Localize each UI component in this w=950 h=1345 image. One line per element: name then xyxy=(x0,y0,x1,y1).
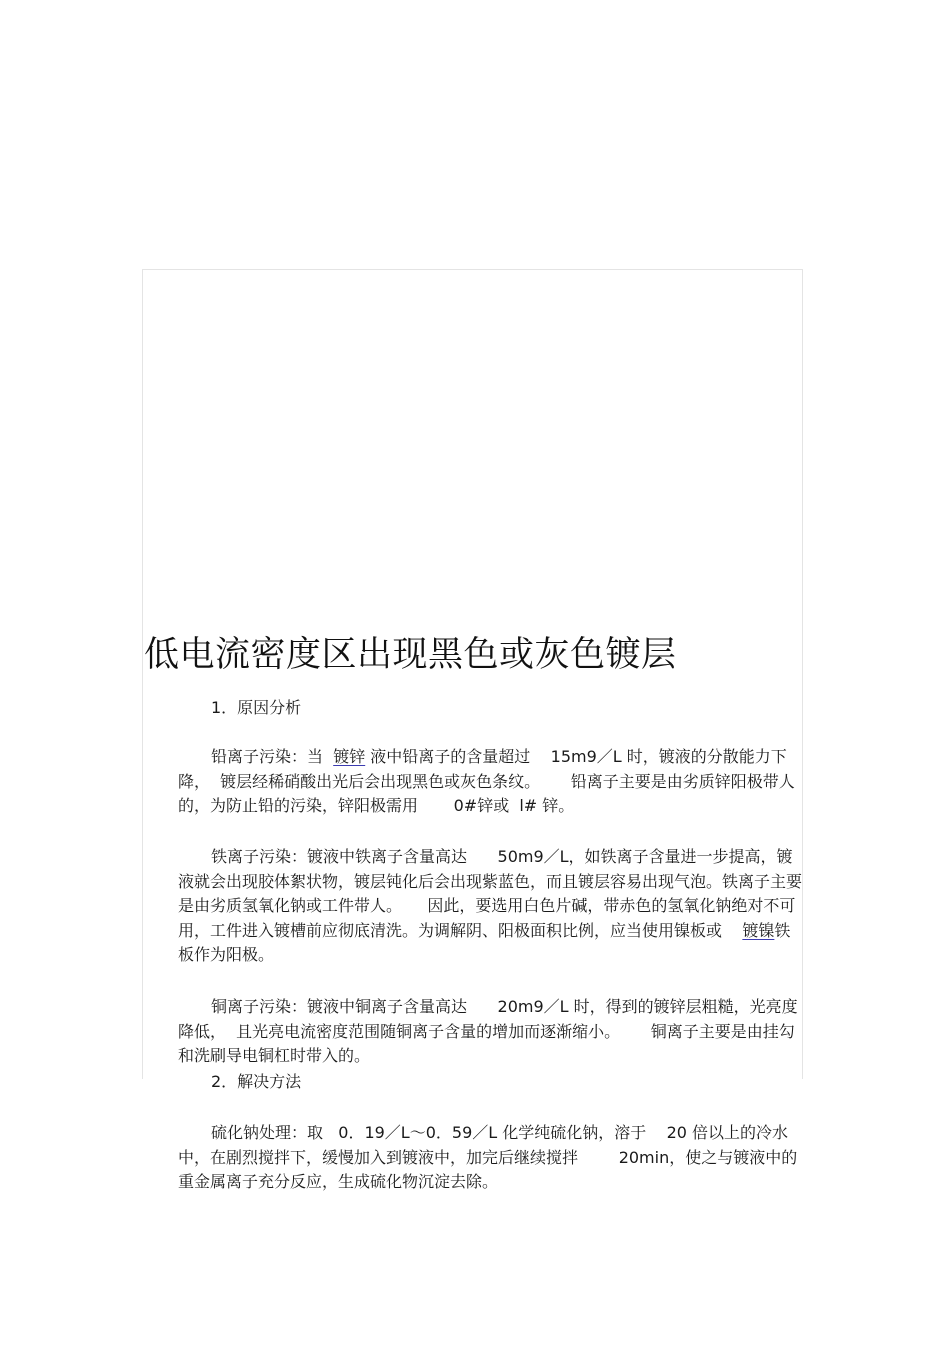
section-heading-cause: 1．原因分析 xyxy=(211,698,302,717)
paragraph-lead-pollution xyxy=(178,745,806,819)
document-title: 低电流密度区出现黑色或灰色镀层 xyxy=(144,635,677,675)
paragraph-iron-pollution xyxy=(178,845,806,968)
link-nickel-plating[interactable]: 镀镍 xyxy=(742,920,775,940)
paragraph-iron-text-post: 铁板作为阳极。 xyxy=(178,920,791,964)
paragraph-copper-pollution: 铜离子污染：镀液中铜离子含量高达 20m9／L 时，得到的镀锌层粗糙，光亮度降低， 且光亮电流密度范围随铜离子含量的增加而逐渐缩小。 铜离子主要是由挂勾和洗刷导电铜杠时带入的。 xyxy=(178,997,798,1065)
paragraph-lead-text-pre: 铅离子污染：当 xyxy=(211,747,334,766)
section-heading-solution: 2．解决方法 xyxy=(211,1072,302,1091)
paragraph-lead-text-post: 液中铅离子的含量超过 15m9／L 时，镀液的分散能力下降， 镀层经稀硝酸出光后会出现黑色或灰色条纹。 铅离子主要是由劣质锌阳极带人的，为防止铅的污染，锌阳极需用 0#锌或 l# 锌。 xyxy=(178,747,795,815)
paragraph-sodium-sulfide: 硫化钠处理：取 0．19／L～0．59／L 化学纯硫化钠，溶于 20 倍以上的冷水中，在剧烈搅拌下，缓慢加入到镀液中，加完后继续搅拌 20min，使之与镀液中的重金属离子充分反应，生成硫化物沉淀去除。 xyxy=(178,1123,798,1191)
link-zinc-plating[interactable]: 镀锌 xyxy=(333,747,366,766)
paragraph-iron-text-pre: 铁离子污染：镀液中铁离子含量高达 50m9／L，如铁离子含量进一步提高，镀液就会出现胶体絮状物，镀层钝化后会出现紫蓝色，而且镀层容易出现气泡。铁离子主要是由劣质氢氧化钠或工件带人。 因此，要选用白色片碱，带赤色的氢氧化钠绝对不可用，工件进入镀槽前应彻底清洗。为调解阴、阳极面积比例，应当使用镍板或 xyxy=(178,847,803,940)
